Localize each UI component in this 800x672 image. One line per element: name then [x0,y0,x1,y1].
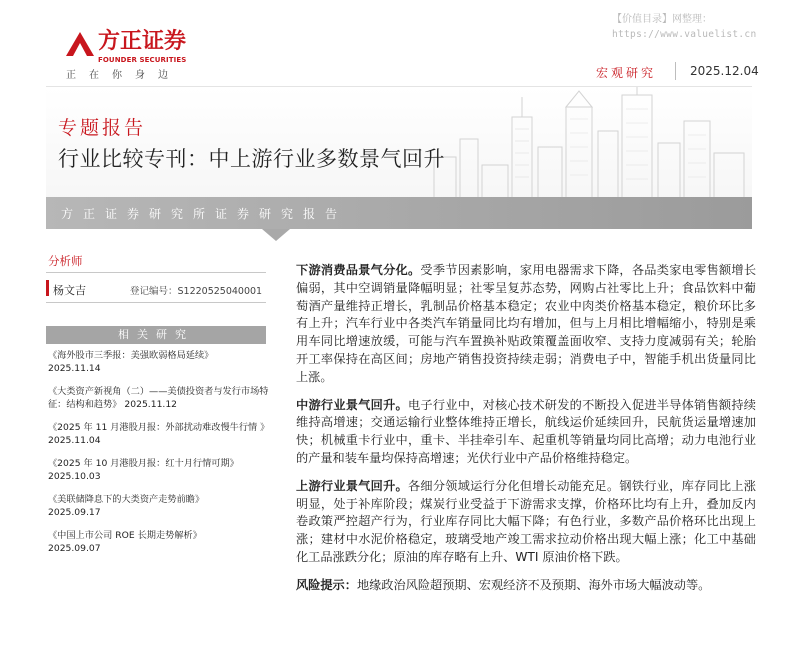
related-item[interactable] [48,530,270,555]
strip-notch [262,229,290,241]
related-item[interactable] [48,422,270,447]
related-item[interactable] [48,458,270,483]
analyst-name: 杨文吉 [53,284,86,297]
paragraph-lead: 风险提示： [296,577,357,592]
watermark-label: 【价值目录】网整理： [612,14,712,25]
paragraph-lead: 下游消费品景气分化。 [296,263,421,277]
related-item-date: 2025.10.03 [48,470,101,482]
analyst-registration: 登记编号：S1220525040001 [130,286,263,297]
brand-name-cn: 方正证券 [98,29,187,54]
analyst-divider-top [46,272,266,273]
related-item[interactable] [48,494,270,519]
related-item-date: 2025.09.17 [48,506,101,518]
report-date: 2025.12.04 [690,64,759,78]
paragraph-text: 电子行业中，对核心技术研发的不断投入促进半导体销售额持续维持高增速；交通运输行业整体维持正增长，航线运价延续回升，民航货运量增速加快；机械重卡行业中，重卡、半挂牵引车、起重机等销量均同比高增；动力电池行业的产量和装车量均保持高增速；光伏行业中产品价格维持稳定。 [296,397,756,465]
paragraph-text: 受季节因素影响，家用电器需求下降，各品类家电零售额增长偏弱，其中空调销量降幅明显；社零呈复苏态势，网购占社零比上升；食品饮料中葡萄酒产量维持正增长，乳制品价格基本稳定；农业中肉类价格基本稳定，粮价环比多有上升；汽车行业中各类汽车销量同比均有增加，但与上月相比增幅缩小，特别是乘用车同比增速放缓，可能与汽车置换补贴政策覆盖面收窄、支持力度减弱有关；轮胎开工率保持在高区间；房地产销售投资持续走弱；消费电子中，智能手机出货量同比上涨。 [296,263,757,384]
paragraph-text: 地缘政治风险超预期、宏观经济不及预期、海外市场大幅波动等。 [356,577,711,592]
related-item-title[interactable]: 《中国上市公司 ROE 长期走势解析》 [48,530,202,541]
related-item-date: 2025.11.12 [124,398,178,410]
report-category: 宏观研究 [596,66,657,80]
brand-slogan: 正在你身边 [66,70,181,81]
summary-paragraph-upstream [296,478,756,567]
report-type: 专题报告 [58,117,147,139]
brand-mark-icon [64,30,96,58]
report-title: 行业比较专刊：中上游行业多数景气回升 [58,147,445,171]
skyline-illustration [422,87,752,204]
related-item-title[interactable]: 《海外股市三季报：美强欧弱格局延续》 [48,350,214,361]
related-item-title[interactable]: 《2025 年 11 月港股月报：外部扰动难改慢牛行情 》 [48,422,270,433]
related-item-title[interactable]: 《美联储降息下的大类资产走势前瞻》 [48,494,205,505]
watermark-url: https://www.valuelist.cn [612,29,757,40]
related-item-date: 2025.09.07 [48,542,101,554]
analyst-heading: 分析师 [48,254,83,268]
related-item-date: 2025.11.14 [48,362,101,374]
summary-paragraph-midstream [296,397,756,468]
related-item-title[interactable]: 《大类资产新视角（二）——美债投资者与发行市场特征：结构和趋势》 [48,386,269,410]
paragraph-text: 各细分领域运行分化但增长动能充足。钢铁行业，库存同比上涨明显，处于补库阶段；煤炭行业受益于下游需求支撑，价格环比均有上升，叠加反内卷政策严控超产行为，行业库存同比大幅下降；有色行业，多数产品价格环比出现上涨；建材中水泥价格稳定，玻璃受地产竣工需求拉动价格出现大幅上涨；化工中基础化工品涨跌分化；原油的库存略有上升、WTI 原油价格下跌。 [296,478,756,564]
paragraph-lead: 中游行业景气回升。 [296,397,408,412]
related-item-title[interactable]: 《2025 年 10 月港股月报：红十月行情可期》 [48,458,239,469]
watermark [612,12,756,42]
related-item[interactable] [48,350,270,375]
analyst-accent-bar [46,280,49,296]
institute-label: 方正证券研究所证券研究报告 [61,207,348,221]
related-research-heading: 相关研究 [46,326,266,344]
summary-paragraph-risk [296,577,756,595]
header-divider [675,62,676,80]
analyst-divider-bottom [46,302,266,303]
paragraph-lead: 上游行业景气回升。 [296,478,408,493]
related-item[interactable] [48,386,270,411]
summary-paragraph-downstream [296,262,756,387]
related-research-list [48,350,270,566]
institute-strip [46,197,752,229]
brand-name-en: FOUNDER SECURITIES [98,56,187,64]
related-item-date: 2025.11.04 [48,434,101,446]
summary-body [296,262,756,605]
